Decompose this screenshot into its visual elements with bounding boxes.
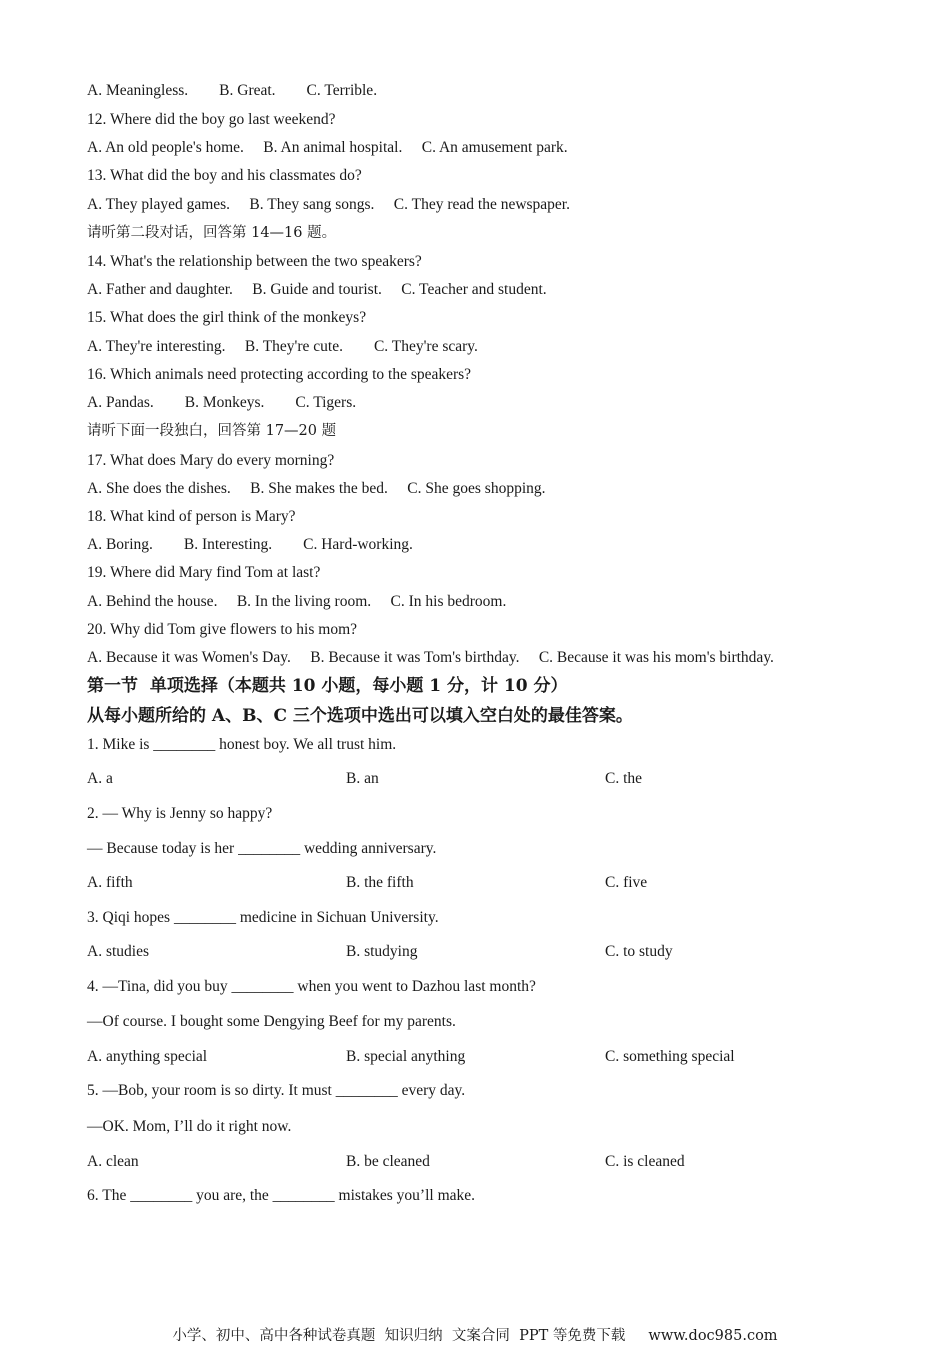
q17-question: 17. What does Mary do every morning? xyxy=(87,452,335,469)
q19-question: 19. Where did Mary find Tom at last? xyxy=(87,564,321,581)
g5-option-a: A. clean xyxy=(87,1153,139,1170)
q12-question: 12. Where did the boy go last weekend? xyxy=(87,111,336,128)
g4-option-b: B. special anything xyxy=(346,1048,466,1065)
g3-question: 3. Qiqi hopes ________ medicine in Sichuan University. xyxy=(87,909,439,926)
grammar-instruction: 从每小题所给的 A、B、C 三个选项中选出可以填入空白处的最佳答案。 xyxy=(87,706,633,726)
q18-options: A. Boring. B. Interesting. C. Hard-working. xyxy=(87,536,413,553)
g3-option-b: B. studying xyxy=(346,943,418,960)
q17-options: A. She does the dishes. B. She makes the bed. C. She goes shopping. xyxy=(87,480,546,497)
grammar-heading: 第一节 单项选择（本题共 10 小题，每小题 1 分，计 10 分） xyxy=(87,676,568,696)
g5-option-b: B. be cleaned xyxy=(346,1153,430,1170)
q16-question: 16. Which animals need protecting according to the speakers? xyxy=(87,366,472,383)
g2-option-b: B. the fifth xyxy=(346,874,414,891)
g4-option-a: A. anything special xyxy=(87,1048,208,1065)
q11-options: A. Meaningless. B. Great. C. Terrible. xyxy=(87,82,378,99)
g4-option-c: C. something special xyxy=(605,1048,735,1065)
g2-option-a: A. fifth xyxy=(87,874,133,891)
q13-options: A. They played games. B. They sang songs. C. They read the newspaper. xyxy=(87,196,570,213)
g5-line2: —OK. Mom, I’ll do it right now. xyxy=(87,1118,292,1135)
g1-option-b: B. an xyxy=(346,770,379,787)
g2-option-c: C. five xyxy=(605,874,648,891)
q16-options: A. Pandas. B. Monkeys. C. Tigers. xyxy=(87,394,357,411)
g5-option-c: C. is cleaned xyxy=(605,1153,685,1170)
g5-line1: 5. —Bob, your room is so dirty. It must ________ every day. xyxy=(87,1082,466,1099)
q15-question: 15. What does the girl think of the monkeys? xyxy=(87,309,367,326)
g4-line2: —Of course. I bought some Dengying Beef for my parents. xyxy=(87,1013,456,1030)
q14-options: A. Father and daughter. B. Guide and tourist. C. Teacher and student. xyxy=(87,281,547,298)
g6-question: 6. The ________ you are, the ________ mistakes you’ll make. xyxy=(87,1187,476,1204)
section2-instruction: 请听第二段对话，回答第 14—16 题。 xyxy=(87,225,337,241)
q12-options: A. An old people's home. B. An animal hospital. C. An amusement park. xyxy=(87,139,568,156)
q18-question: 18. What kind of person is Mary? xyxy=(87,508,296,525)
g3-option-c: C. to study xyxy=(605,943,673,960)
g1-option-a: A. a xyxy=(87,770,113,787)
section3-instruction: 请听下面一段独白，回答第 17—20 题 xyxy=(87,423,337,439)
g1-question: 1. Mike is ________ honest boy. We all trust him. xyxy=(87,736,397,753)
page-footer: 小学、初中、高中各种试卷真题 知识归纳 文案合同 PPT 等免费下载 www.doc985.com xyxy=(172,1328,778,1344)
q14-question: 14. What's the relationship between the two speakers? xyxy=(87,253,422,270)
g3-option-a: A. studies xyxy=(87,943,149,960)
q19-options: A. Behind the house. B. In the living room. C. In his bedroom. xyxy=(87,593,507,610)
g4-line1: 4. —Tina, did you buy ________ when you went to Dazhou last month? xyxy=(87,978,536,995)
q15-options: A. They're interesting. B. They're cute. C. They're scary. xyxy=(87,338,478,355)
g1-option-c: C. the xyxy=(605,770,643,787)
q13-question: 13. What did the boy and his classmates do? xyxy=(87,167,362,184)
q20-options: A. Because it was Women's Day. B. Because it was Tom's birthday. C. Because it was his mom's birthday. xyxy=(87,649,774,666)
q20-question: 20. Why did Tom give flowers to his mom? xyxy=(87,621,358,638)
g2-line1: 2. — Why is Jenny so happy? xyxy=(87,805,273,822)
g2-line2: — Because today is her ________ wedding anniversary. xyxy=(87,840,437,857)
